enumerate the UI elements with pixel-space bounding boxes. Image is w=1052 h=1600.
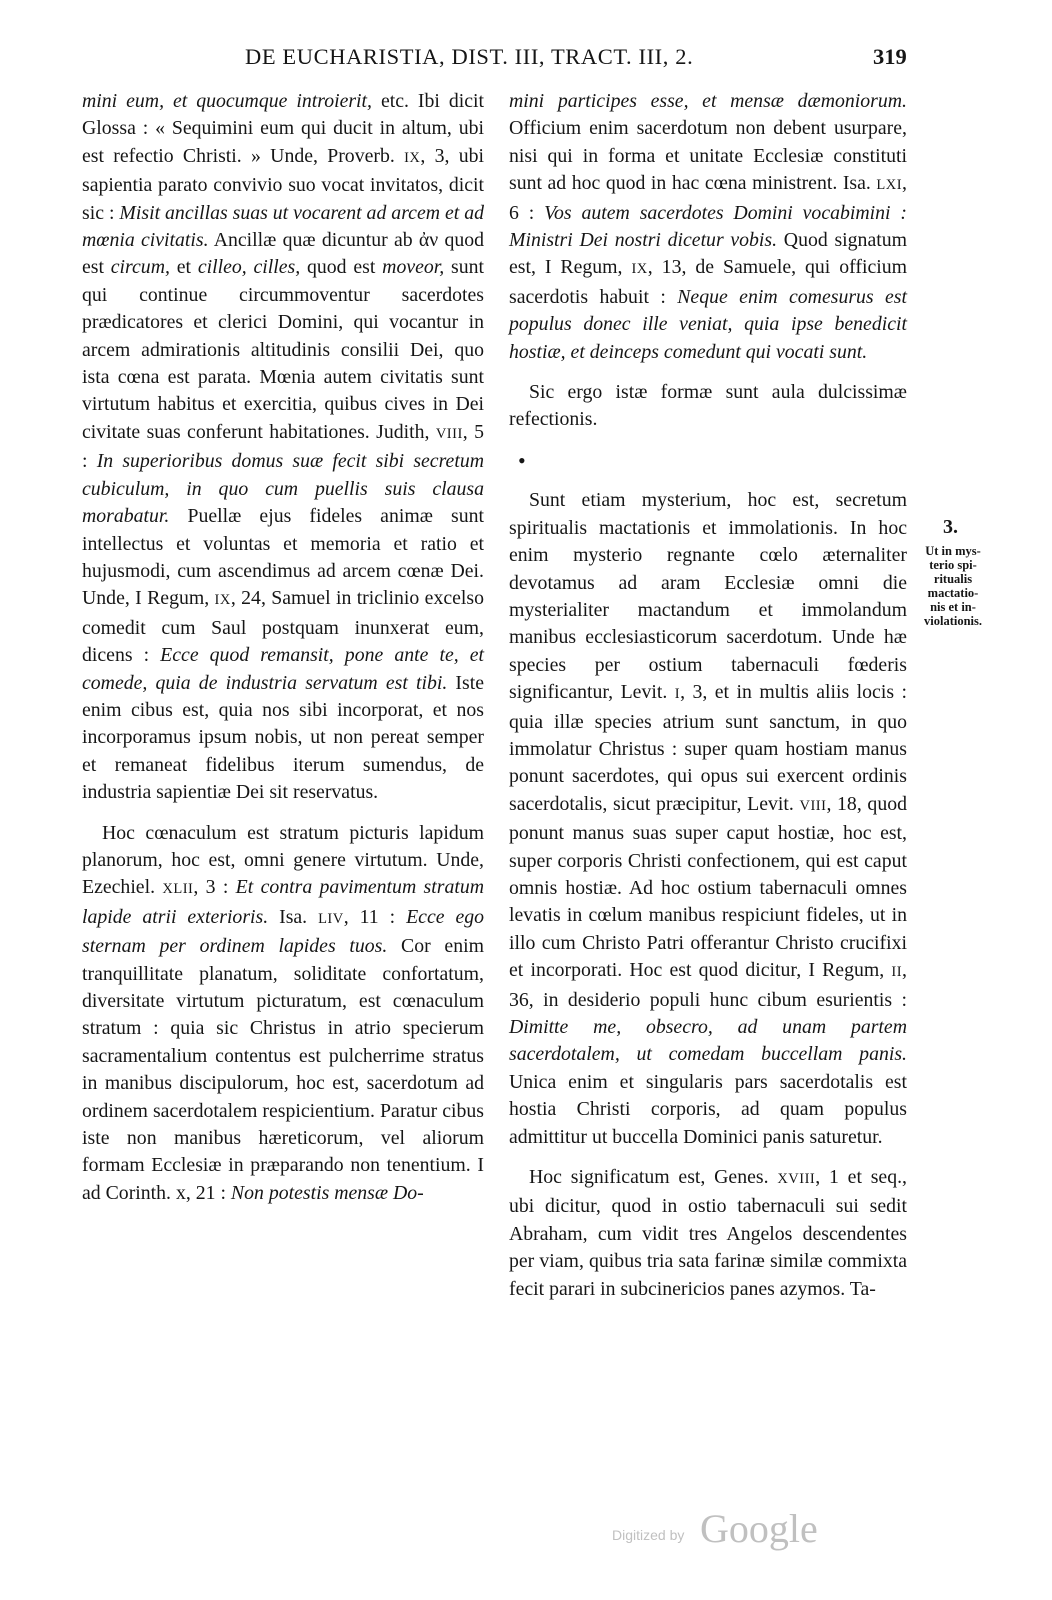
text-run: Puellæ ejus fideles animæ sunt intellectus et voluntas et memoria et ratio et hujusmodi, cum ascendimus ad arcem cœnæ Dei. Unde, I Regum,	[82, 505, 484, 610]
smallcaps-run: LIV	[318, 910, 344, 927]
smallcaps-run: VIII	[435, 425, 463, 442]
smallcaps-run: XVIII	[777, 1171, 816, 1188]
text-run: Officium enim sacerdotum non debent usurpare, nisi qui in forma et unitate Ecclesiæ constituti sunt ad hoc quod in hac cœna ministrent. Isa.	[509, 117, 907, 195]
text-run: , 3 :	[193, 876, 236, 899]
section-separator-dot: •	[518, 447, 526, 473]
text-run: , 24, Samuel in triclinio excelso comedit cum Saul postquam inunxerat eum, dicens :	[82, 587, 484, 667]
text-run: , 1 et seq., ubi dicitur, quod in ostio tabernaculi sui sedit Abraham, cum vidit tres Angelos descendentes per viam, quibus tria sata farinæ similæ commixta fecit parari in subcinericios panes azymos. Ta-	[509, 1166, 907, 1300]
running-title: DE EUCHARISTIA, DIST. III, TRACT. III, 2.	[245, 44, 694, 69]
text-run: etc. Ibi dicit Glossa : « Sequimini eum qui ducit in altum, ubi est refectio Christi. » Unde, Proverb.	[82, 90, 484, 167]
italic-run: Ecce ego sternam per ordinem lapides tuos.	[82, 905, 485, 958]
margin-note-line: nis et in-	[930, 600, 976, 614]
italic-run: cilleo, cilles,	[197, 256, 301, 279]
text-run: sunt qui continue circummoventur sacerdotes prædicatores et clerici Domini, qui vocantur in arcem admirationis altitudinis consilii Dei, quo ista cœna est parata. Mœnia autem civitatis sunt virtutum habitus et exercitia, quibus cives in Dei civitate suas conferunt habitationes. Judith,	[82, 256, 485, 443]
text-run: , 5 :	[82, 420, 484, 473]
italic-run: Non potestis mensæ Do-	[230, 1181, 424, 1204]
text-run: et	[169, 256, 198, 279]
italic-run: Vos autem sacerdotes Domini vocabimini : Ministri Dei nostri dicetur vobis.	[509, 201, 908, 252]
smallcaps-run: LXI	[876, 177, 903, 194]
text-run: Ancillæ quæ dicuntur ab ἀν quod est	[82, 229, 485, 279]
italic-run: Neque enim comesurus est populus donec ille veniat, quia ipse benedicit hostiæ, et deinceps comedunt qui vocati sunt.	[509, 285, 907, 363]
italic-run: mini participes esse, et mensæ dæmoniorum.	[509, 90, 907, 112]
text-run: Unica enim et singularis pars sacerdotalis est hostia Christi corporis, ad quam populus admittitur ut buccella Dominici panis saturetur.	[509, 1070, 907, 1148]
smallcaps-run: II	[891, 964, 903, 981]
smallcaps-run: IX	[404, 149, 421, 166]
text-run: Isa.	[268, 905, 319, 928]
margin-note-line: ritualis	[933, 572, 973, 586]
italic-run: circum,	[110, 256, 170, 279]
margin-note-line: Ut in mys-	[925, 544, 981, 558]
text-run: Iste enim cibus est, quia nos sibi incorporat, et nos incorporamus ipsum nobis, ut non pereat semper et remaneat fidelibus iterum sumendus, de industria sapientiæ Dei sit reservatus.	[82, 671, 484, 804]
text-run: , 11 :	[343, 905, 407, 928]
text-run: , 6 :	[509, 172, 907, 224]
paragraph	[82, 820, 484, 1208]
text-run: , 3, ubi sapientia parato convivio suo vocat invitatos, dicit sic :	[82, 144, 484, 224]
text-run: , 18, quod ponunt manus suas super caput hostiæ, hoc est, super corporis Christi confectionem, qui est caput omnis hostiæ. Ad hoc ostium tabernaculi omnes levatis in cœlum manibus respiciunt fideles, ut in illo cum Christo Patri offerantur Christo crucifixi et incorporati. Hoc est quod dicitur, I Regum,	[509, 792, 907, 982]
page-number: 319	[873, 44, 907, 69]
page-header	[0, 44, 1052, 84]
text-run: Cor enim tranquillitate planatum, soliditate confortatum, diversitate virtutum picturatum, est cœnaculum stratum : quia sic Christus in atrio specierum sacramentalium contentus est pulcherrime stratus in manibus discipulorum, hoc est, sacerdotum ad ordinem sacerdotalem respicientium. Paratur cibus iste non manibus hæreticorum, vel aliorum formam Ecclesiæ in præparando non tenentium. I ad Corinth. x, 21 :	[82, 935, 484, 1204]
paragraph	[509, 379, 907, 434]
italic-run: Misit ancillas suas ut vocarent ad arcem et ad mœnia civitatis.	[82, 201, 484, 252]
watermark-caption: Digitized by	[612, 1527, 685, 1543]
digitized-watermark	[612, 1505, 852, 1555]
smallcaps-run: VIII	[799, 797, 827, 814]
text-run: Quod signatum est, I Regum,	[509, 229, 907, 279]
left-column	[82, 88, 484, 1220]
text-run: , 13, de Samuele, qui officium sacerdotis habuit :	[509, 256, 907, 308]
text-run: Hoc significatum est, Genes.	[529, 1166, 778, 1189]
section-number: 3.	[943, 516, 958, 538]
italic-run: Ecce quod remansit, pone ante te, et comede, quia de industria servatum est tibi.	[82, 644, 485, 694]
paragraph	[82, 88, 484, 807]
italic-run: Dimitte me, obsecro, ad unam partem sacerdotalem, ut comedam buccellam panis.	[509, 1016, 907, 1066]
italic-run: mini eum, et quocumque introierit,	[82, 90, 372, 112]
text-run: Sunt etiam mysterium, hoc est, secretum spiritualis mactationis et immolationis. In hoc enim mysterio regnante cœlo æternaliter devotamus ad aram Ecclesiæ omni die mysterialiter mactandum et immolandum manibus ecclesiasticorum sacerdotum. Unde hæ species per ostium tabernaculi fœderis significantur, Levit.	[509, 489, 907, 704]
smallcaps-run: I	[674, 686, 681, 703]
right-column	[509, 88, 907, 1316]
smallcaps-run: IX	[631, 261, 648, 278]
margin-note	[910, 544, 996, 628]
text-run: Sic ergo istæ formæ sunt aula dulcissimæ refectionis.	[509, 381, 907, 431]
margin-note-line: terio spi-	[929, 558, 977, 572]
text-run: quod est	[300, 256, 383, 279]
italic-run: Et contra pavimentum stratum lapide atrii exterioris.	[82, 876, 485, 928]
smallcaps-run: IX	[214, 592, 231, 609]
margin-note-line: mactatio-	[927, 586, 979, 600]
text-run: , 36, in desiderio populi hunc cibum esurientis :	[509, 959, 907, 1011]
paragraph	[509, 487, 907, 1151]
italic-run: In superioribus domus suæ fecit sibi secretum cubiculum, in quo cum puellis suis clausa morabatur.	[82, 450, 484, 528]
margin-note-line: violationis.	[924, 614, 982, 628]
paragraph	[509, 1164, 907, 1303]
google-logo: Google	[700, 1506, 818, 1551]
italic-run: moveor,	[382, 256, 445, 279]
smallcaps-run: XLII	[162, 881, 194, 898]
text-run: , 3, et in multis aliis locis : quia illæ species atrium sunt sanctum, in quo immolatur Christus : super quam hostiam manus ponunt sacerdotes, qui opus sui exercent ordinis sacerdotalis, sicut præcipitur, Levit.	[509, 681, 907, 815]
text-run: Hoc cœnaculum est stratum picturis lapidum planorum, hoc est, omni genere virtutum. Unde, Ezechiel.	[82, 821, 484, 899]
paragraph	[509, 88, 907, 366]
